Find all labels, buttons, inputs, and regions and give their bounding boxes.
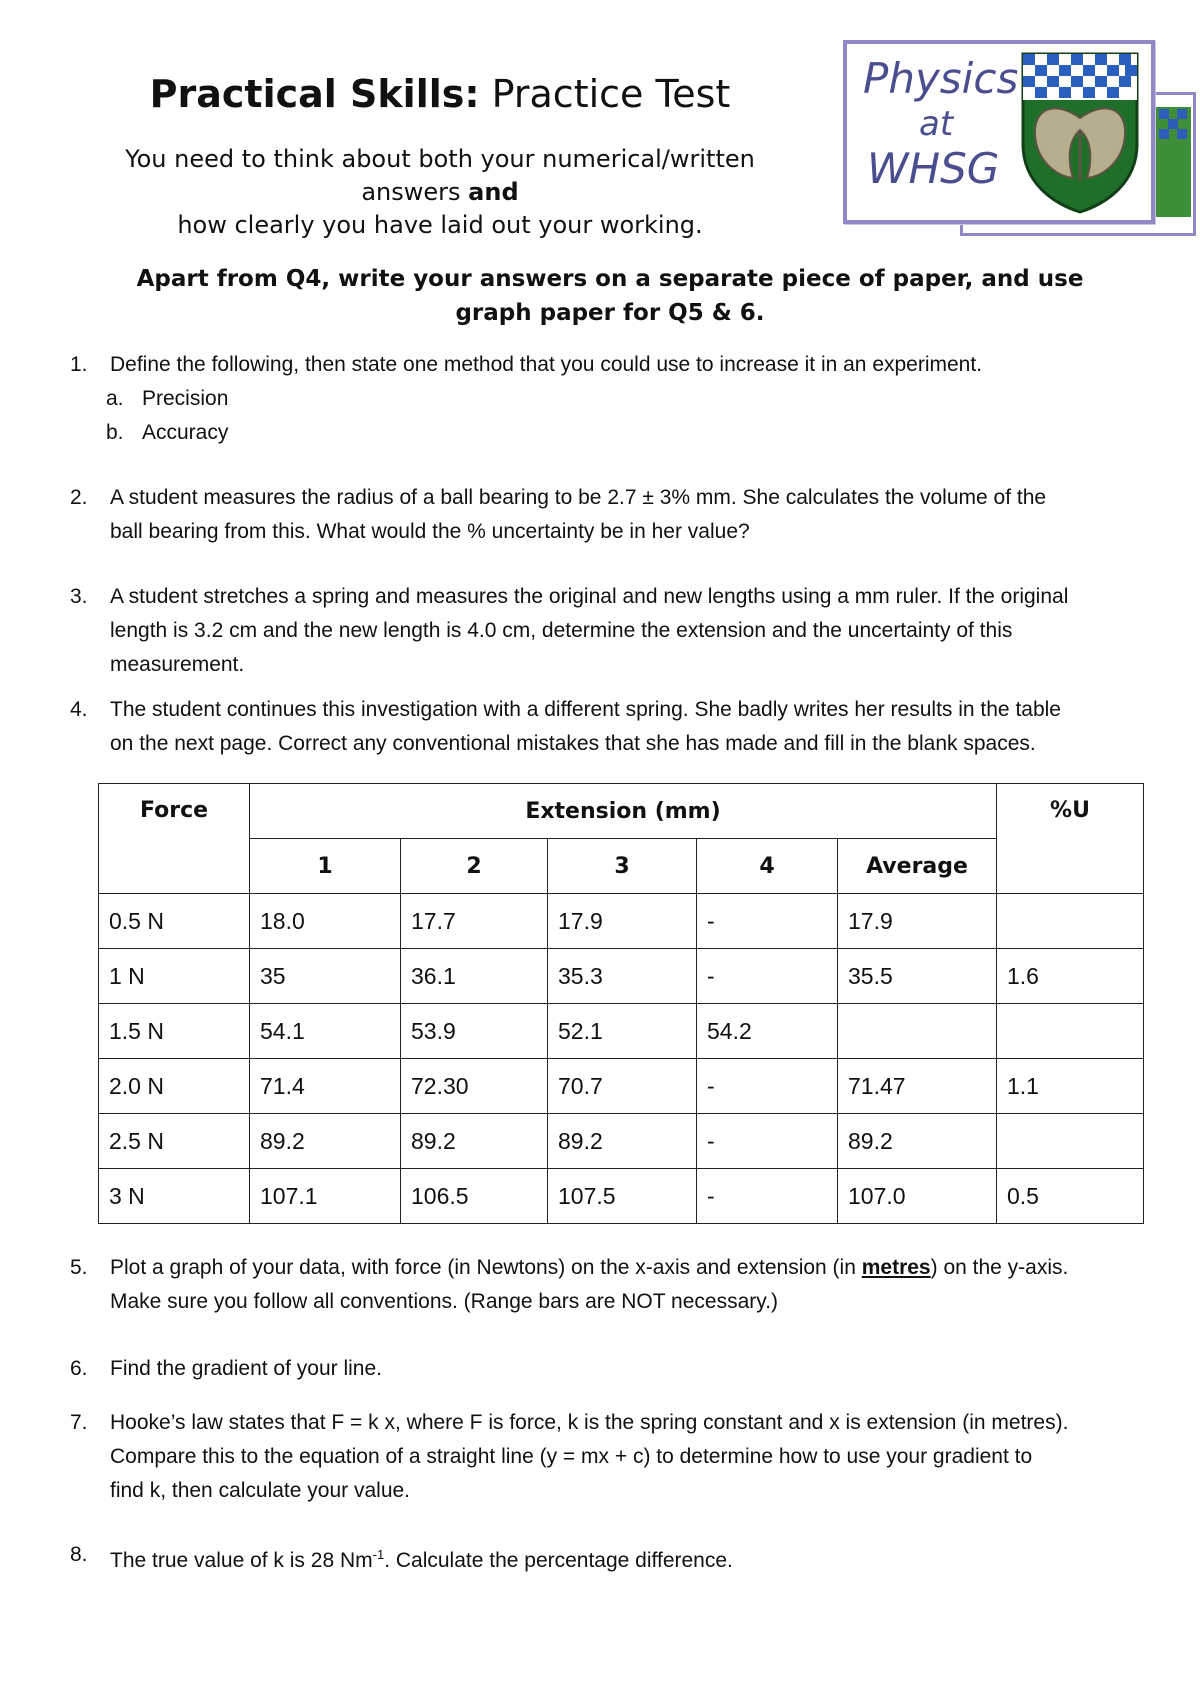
- cell-force: 2.0 N: [99, 1059, 250, 1114]
- cell-uncertainty: 1.1: [997, 1059, 1144, 1114]
- table-row: [99, 1059, 1144, 1114]
- cell-trial-3: 107.5: [548, 1169, 697, 1224]
- question-text: Find the gradient of your line.: [110, 1357, 382, 1380]
- instructions-line-2: graph paper for Q5 & 6.: [455, 300, 765, 326]
- question-line: A student stretches a spring and measures the original and new lengths using a mm ruler. If the original: [110, 585, 1069, 608]
- cell-average: 35.5: [838, 949, 997, 1004]
- cell-trial-1: 18.0: [250, 894, 401, 949]
- subtitle-line-2-bold: and: [468, 178, 519, 206]
- question-8: [70, 1538, 1150, 1578]
- logo-line-1: Physics: [863, 54, 1019, 103]
- header-trial-4: 4: [697, 839, 838, 894]
- question-line: Hooke’s law states that F = k x, where F is force, k is the spring constant and x is extension (in metres).: [110, 1411, 1069, 1434]
- cell-trial-4: 54.2: [697, 1004, 838, 1059]
- cell-force: 0.5 N: [99, 894, 250, 949]
- table-row: [99, 1169, 1144, 1224]
- table-row: [99, 894, 1144, 949]
- subtitle-line-2: [90, 176, 790, 209]
- question-line: A student measures the radius of a ball bearing to be 2.7 ± 3% mm. She calculates the volume of the: [110, 486, 1047, 509]
- question-2: [70, 481, 1150, 549]
- question-line: find k, then calculate your value.: [110, 1479, 411, 1502]
- cell-trial-1: 107.1: [250, 1169, 401, 1224]
- header-trial-2: 2: [401, 839, 548, 894]
- cell-uncertainty: [997, 894, 1144, 949]
- cell-average: 71.47: [838, 1059, 997, 1114]
- question-line: [110, 1251, 1150, 1285]
- subtitle-line-2-text: answers: [361, 178, 469, 206]
- sub-question-letter: b.: [106, 421, 124, 444]
- cell-trial-3: 35.3: [548, 949, 697, 1004]
- question-6: [70, 1352, 1150, 1386]
- instructions-line-1: Apart from Q4, write your answers on a separate piece of paper, and use: [136, 266, 1084, 292]
- cell-trial-2: 106.5: [401, 1169, 548, 1224]
- table-subheader-row: [99, 839, 1144, 894]
- question-line: [110, 1538, 1150, 1578]
- header-average: Average: [838, 839, 997, 894]
- question-number: 3.: [70, 585, 88, 608]
- cell-trial-2: 72.30: [401, 1059, 548, 1114]
- page-title: [70, 72, 810, 116]
- crest-shield-icon: [1015, 48, 1145, 216]
- cell-trial-1: 35: [250, 949, 401, 1004]
- cell-trial-3: 89.2: [548, 1114, 697, 1169]
- question-text: . Calculate the percentage difference.: [384, 1549, 733, 1572]
- cell-average: 107.0: [838, 1169, 997, 1224]
- question-line: length is 3.2 cm and the new length is 4.0 cm, determine the extension and the uncertainty of this: [110, 619, 1013, 642]
- cell-average: 17.9: [838, 894, 997, 949]
- question-7: [70, 1406, 1150, 1508]
- question-text: The true value of k is 28 Nm: [110, 1549, 373, 1572]
- cell-average: [838, 1004, 997, 1059]
- cell-trial-4: -: [697, 1114, 838, 1169]
- question-text: Define the following, then state one method that you could use to increase it in an experiment.: [110, 353, 983, 376]
- cell-trial-2: 89.2: [401, 1114, 548, 1169]
- sub-question-b: [70, 416, 1150, 450]
- cell-trial-1: 54.1: [250, 1004, 401, 1059]
- header-force: Force: [99, 784, 250, 894]
- results-table: [98, 783, 1144, 1224]
- cell-trial-1: 71.4: [250, 1059, 401, 1114]
- question-5: [70, 1251, 1150, 1319]
- instructions: [90, 262, 1130, 330]
- question-text: Plot a graph of your data, with force (in Newtons) on the x-axis and extension (in: [110, 1256, 862, 1279]
- question-line: Make sure you follow all conventions. (Range bars are NOT necessary.): [110, 1290, 779, 1313]
- cell-trial-3: 17.9: [548, 894, 697, 949]
- question-number: 5.: [70, 1256, 88, 1279]
- header-trial-1: 1: [250, 839, 401, 894]
- question-line: measurement.: [110, 653, 245, 676]
- cell-uncertainty: [997, 1004, 1144, 1059]
- subtitle-line-3: how clearly you have laid out your working.: [177, 211, 703, 239]
- title-bold: Practical Skills:: [149, 72, 480, 116]
- cell-trial-2: 36.1: [401, 949, 548, 1004]
- question-number: 8.: [70, 1543, 88, 1566]
- cell-trial-3: 70.7: [548, 1059, 697, 1114]
- question-line: The student continues this investigation with a different spring. She badly writes her results in the table: [110, 698, 1061, 721]
- subtitle-line-1: You need to think about both your numerical/written: [125, 145, 755, 173]
- title-rest: Practice Test: [479, 72, 731, 116]
- cell-trial-1: 89.2: [250, 1114, 401, 1169]
- cell-force: 1 N: [99, 949, 250, 1004]
- question-line: Compare this to the equation of a straight line (y = mx + c) to determine how to use your gradient to: [110, 1445, 1033, 1468]
- logo-line-3: WHSG: [867, 144, 1000, 193]
- question-line: ball bearing from this. What would the % uncertainty be in her value?: [110, 520, 750, 543]
- cell-trial-2: 53.9: [401, 1004, 548, 1059]
- school-logo: [843, 40, 1155, 224]
- sub-question-text: Accuracy: [142, 421, 229, 444]
- cell-force: 2.5 N: [99, 1114, 250, 1169]
- sub-question-text: Precision: [142, 387, 229, 410]
- question-1: [70, 348, 1150, 450]
- header-extension: Extension (mm): [250, 784, 997, 839]
- question-number: 1.: [70, 353, 88, 376]
- logo-line-2: at: [919, 104, 954, 144]
- question-line: on the next page. Correct any conventional mistakes that she has made and fill in the blank spaces.: [110, 732, 1036, 755]
- table-row: [99, 949, 1144, 1004]
- question-4: [70, 693, 1150, 761]
- sub-question-letter: a.: [106, 387, 124, 410]
- cell-trial-3: 52.1: [548, 1004, 697, 1059]
- question-number: 4.: [70, 698, 88, 721]
- sub-question-a: [70, 382, 1150, 416]
- table-row: [99, 1004, 1144, 1059]
- cell-trial-2: 17.7: [401, 894, 548, 949]
- question-number: 2.: [70, 486, 88, 509]
- cell-trial-4: -: [697, 949, 838, 1004]
- underlined-word: metres: [861, 1256, 931, 1279]
- question-text: ) on the y-axis.: [930, 1256, 1069, 1279]
- question-number: 7.: [70, 1411, 88, 1434]
- cell-trial-4: -: [697, 894, 838, 949]
- header-trial-3: 3: [548, 839, 697, 894]
- table-header-row: [99, 784, 1144, 839]
- question-3: [70, 580, 1150, 682]
- logo-text: [863, 54, 1019, 194]
- header-uncertainty: %U: [997, 784, 1144, 894]
- cell-force: 3 N: [99, 1169, 250, 1224]
- cell-uncertainty: 1.6: [997, 949, 1144, 1004]
- cell-trial-4: -: [697, 1169, 838, 1224]
- subtitle: [90, 143, 790, 242]
- question-number: 6.: [70, 1357, 88, 1380]
- cell-average: 89.2: [838, 1114, 997, 1169]
- cell-uncertainty: 0.5: [997, 1169, 1144, 1224]
- table-row: [99, 1114, 1144, 1169]
- cell-uncertainty: [997, 1114, 1144, 1169]
- cell-trial-4: -: [697, 1059, 838, 1114]
- superscript: -1: [372, 1547, 385, 1562]
- cell-force: 1.5 N: [99, 1004, 250, 1059]
